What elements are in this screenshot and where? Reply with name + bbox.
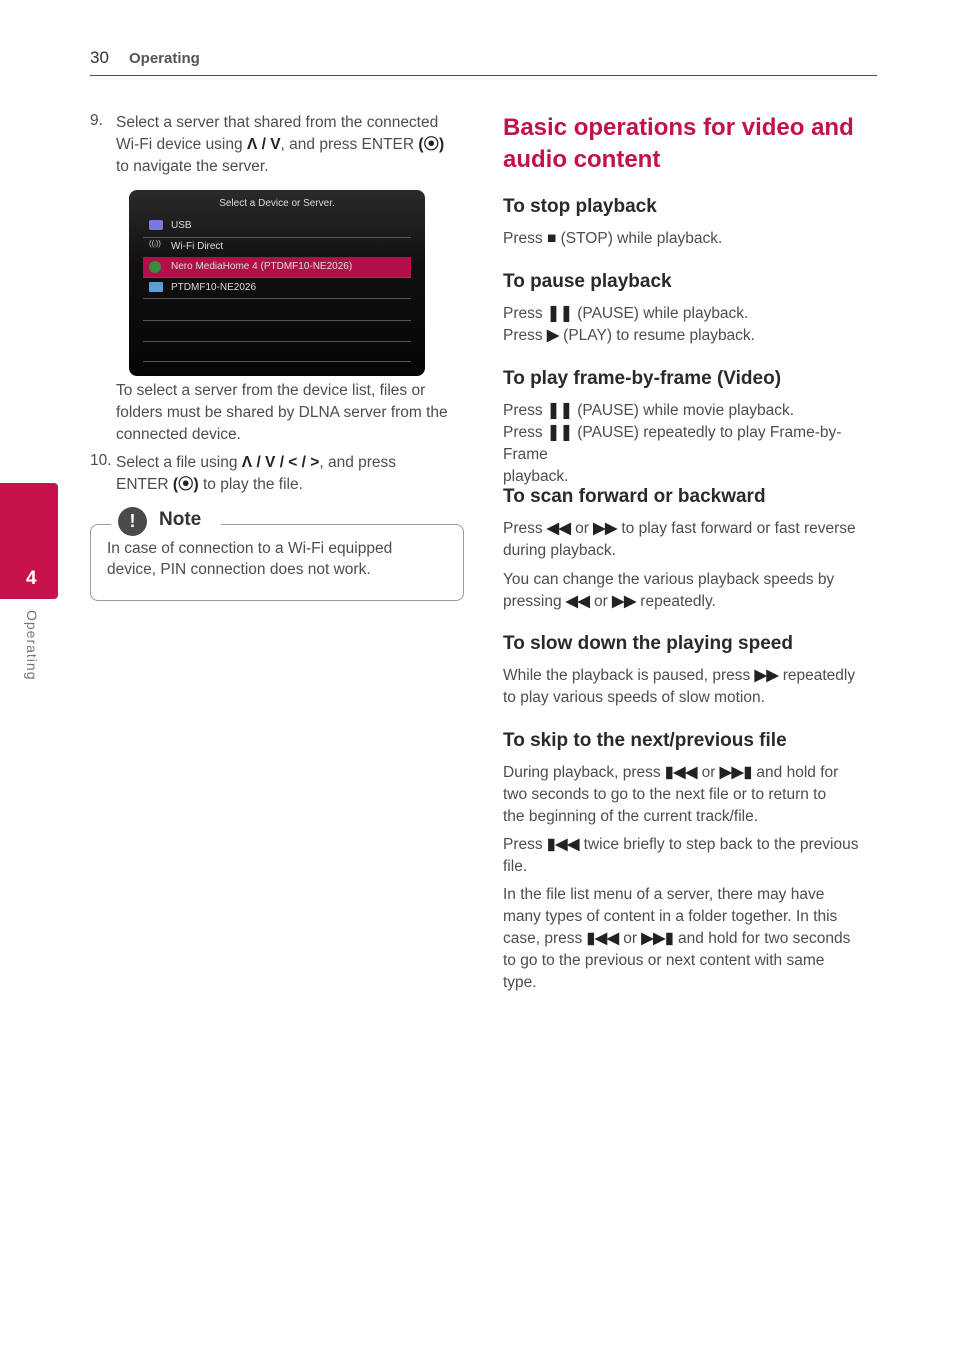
note-line: In case of connection to a Wi-Fi equipped [107, 540, 393, 557]
scan-text: Press ◀◀ or ▶▶ to play fast forward or fast reverse during playback. You can change the various playback speeds by pressing ◀◀ or ▶▶ repeatedly. [503, 520, 856, 610]
skip-previous-icon: ▮◀◀ [664, 764, 698, 781]
enter-icon: (⦿) [418, 136, 445, 153]
screen-divider [143, 361, 411, 362]
screen-divider [143, 320, 411, 321]
heading-stop-playback: To stop playback [503, 196, 657, 217]
skip-previous-icon: ▮◀◀ [546, 836, 580, 853]
step-9-line1: Select a server that shared from the connected [116, 114, 439, 131]
exclamation-icon: ! [118, 507, 147, 536]
heading-slow-down: To slow down the playing speed [503, 633, 793, 654]
screen-title: Select a Device or Server. [219, 198, 335, 209]
screen-divider [143, 298, 411, 299]
up-down-arrows-icon: Λ / V [246, 136, 281, 153]
step-9-line3: to navigate the server. [116, 158, 269, 175]
note-title: Note [159, 509, 202, 530]
stop-text: Press ■ (STOP) while playback. [503, 230, 723, 247]
step-9-description [116, 380, 476, 446]
pause-icon: ❚❚ [546, 424, 573, 441]
note-line: device, PIN connection does not work. [107, 561, 371, 578]
screen-row-wifi-direct: ((ᵢ)) Wi-Fi Direct [149, 239, 224, 252]
frame-text: Press ❚❚ (PAUSE) while movie playback. Press ❚❚ (PAUSE) repeatedly to play Frame-by-Frame playback. [503, 402, 842, 485]
fast-forward-icon: ▶▶ [612, 593, 636, 610]
screen-row-usb: USB [143, 216, 411, 236]
rewind-icon: ◀◀ [565, 593, 590, 610]
section-title-line: Basic operations for video and [503, 114, 854, 141]
step-9-desc-line: connected device. [116, 426, 241, 443]
step-10-number: 10. [90, 452, 112, 469]
device-select-screen [129, 190, 425, 376]
skip-next-icon: ▶▶▮ [641, 930, 674, 947]
step-10-text [116, 452, 466, 496]
heading-skip: To skip to the next/previous file [503, 730, 787, 751]
pause-icon: ❚❚ [546, 402, 573, 419]
pause-icon: ❚❚ [546, 305, 573, 322]
enter-icon: (⦿) [172, 476, 199, 493]
step-9-line2: Wi-Fi device using Λ / V, and press ENTER (⦿) [116, 136, 445, 153]
step-9-text [116, 112, 466, 178]
media-server-icon [149, 261, 161, 273]
screen-divider [143, 341, 411, 342]
play-icon: ▶ [546, 327, 559, 344]
rewind-icon: ◀◀ [546, 520, 571, 537]
stop-icon: ■ [546, 230, 557, 247]
step-10-line1: Select a file using Λ / V / < / >, and press [116, 454, 397, 471]
heading-pause-playback: To pause playback [503, 271, 672, 292]
heading-frame-by-frame: To play frame-by-frame (Video) [503, 368, 782, 389]
step-9-desc-line: folders must be shared by DLNA server from the [116, 404, 448, 421]
chapter-number: 4 [26, 568, 37, 589]
arrow-keys-icon: Λ / V / < / > [241, 454, 320, 471]
screen-row-nero-mediahome: Nero MediaHome 4 (PTDMF10-NE2026) [143, 257, 411, 277]
note-text [107, 538, 457, 580]
step-10-line2: ENTER (⦿) to play the file. [116, 476, 303, 493]
section-title [503, 112, 883, 176]
wifi-direct-icon: ((ᵢ)) [149, 239, 161, 248]
fast-forward-icon: ▶▶ [593, 520, 618, 537]
step-9-desc-line: To select a server from the device list, files or [116, 382, 426, 399]
header-rule [90, 75, 877, 76]
skip-next-icon: ▶▶▮ [719, 764, 753, 781]
usb-icon [149, 220, 163, 230]
fast-forward-icon: ▶▶ [754, 667, 779, 684]
slow-text: While the playback is paused, press ▶▶ repeatedly to play various speeds of slow motion. [503, 667, 856, 706]
section-title-line: audio content [503, 146, 661, 173]
heading-scan: To scan forward or backward [503, 486, 766, 507]
pc-icon [149, 282, 163, 292]
chapter-label: Operating [24, 610, 40, 681]
page-number: 30 [90, 48, 109, 67]
screen-row-pc: PTDMF10-NE2026 [143, 278, 411, 298]
skip-previous-icon: ▮◀◀ [586, 930, 619, 947]
step-9-number: 9. [90, 112, 103, 129]
pause-text: Press ❚❚ (PAUSE) while playback. Press ▶ (PLAY) to resume playback. [503, 305, 755, 344]
skip-text: During playback, press ▮◀◀ or ▶▶▮ and hold for two seconds to go to the next file or to return to the beginning of the current track/file. Press ▮◀◀ twice briefly to step back to the previous file. In the file list menu of a server, there may have many types of content in a folder together. In this case, press ▮◀◀ or ▶▶▮ and hold for two seconds to go to the previous or next content with same type. [503, 764, 859, 991]
header-section-title: Operating [129, 50, 200, 67]
